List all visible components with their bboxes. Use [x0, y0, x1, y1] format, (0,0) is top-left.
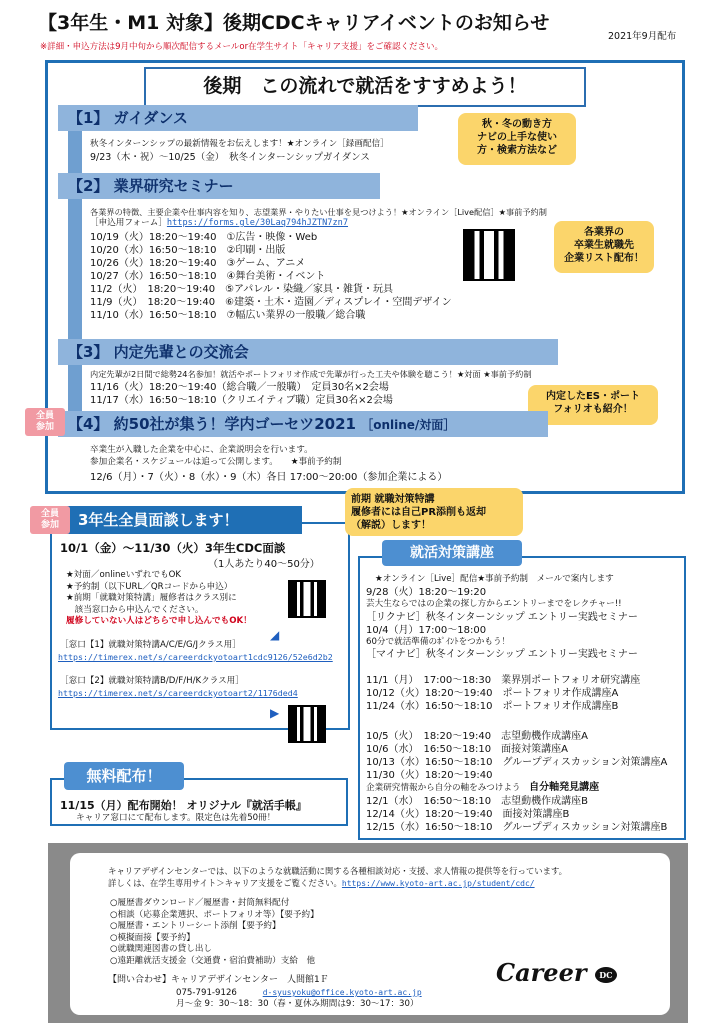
contact-email[interactable]: d-syusyoku@office.kyoto-art.ac.jp	[262, 988, 422, 997]
contact-hours: 月〜金 9：30〜18：30（春・夏休み期間は9：30〜17：30）	[176, 999, 419, 1009]
schedule-row: 10/19（火）18:20〜19:40 ①広告・映像・Web	[90, 232, 318, 243]
callout-line: 履修者には自己PR添削も返却	[351, 507, 487, 518]
section2-callout	[554, 221, 654, 273]
section4-heading	[58, 411, 548, 437]
section3-heading: 【3】 内定先輩との交流会	[58, 339, 558, 365]
course-interview-block	[366, 730, 667, 834]
section1-callout	[458, 113, 576, 165]
service-item: ○就職関連図書の貸し出し	[110, 944, 213, 954]
page-title: 【3年生・M1 対象】後期CDCキャリアイベントのお知らせ	[38, 12, 550, 34]
form-link[interactable]: https://forms.gle/30Laq794hJZTN7zn7	[166, 218, 349, 228]
footer-link[interactable]: https://www.kyoto-art.ac.jp/student/cdc/	[341, 879, 535, 888]
course-row: 11/1（月） 17:00〜18:30 業界別ポートフォリオ研究講座	[366, 675, 641, 686]
issue-date: 2021年9月配布	[608, 31, 677, 42]
note-bold: 自分軸発見講座	[529, 782, 600, 793]
flow-box	[45, 60, 685, 494]
section4-title: 【4】 約50社が集う！学内ゴーセツ2021	[68, 415, 356, 433]
interview-callout	[345, 488, 523, 536]
qr-code-seminar[interactable]	[463, 229, 515, 281]
course-heading: 就活対策講座	[382, 540, 522, 566]
note-line: ★予約制（以下URL／QRコードから申込）	[66, 581, 233, 592]
interview-badge	[30, 506, 70, 534]
schedule-row: 10/27（水）16:50〜18:10 ④舞台美術・イベント	[90, 271, 326, 282]
logo-mark: DC	[595, 967, 617, 983]
career-logo	[496, 958, 617, 987]
course-row: 12/15（水）16:50〜18:10 グループディスカッション対策講座B	[366, 821, 668, 833]
callout-line: 前期 就職対策特講	[351, 494, 435, 505]
course-row: 10/12（火）18:20〜19:40 ポートフォリオ作成講座A	[366, 688, 619, 699]
schedule-row: 11/9（火） 18:20〜19:40 ⑥建築・土木・造園／ディスプレイ・空間デザイン	[90, 297, 452, 308]
service-item: ○相談（応募企業選択、ポートフォリオ等）【要予約】	[110, 909, 319, 920]
course-intro: ★オンライン［Live］配信★事前予約制 メールで案内します	[375, 574, 614, 584]
callout-line: 企業リスト配布！	[564, 253, 644, 264]
interview-heading: 3年生全員面談します！	[56, 506, 302, 534]
course-line: 9/28（火）18:20〜19:20	[366, 587, 487, 598]
course-row: 12/1（水） 16:50〜18:10 志望動機作成講座B	[366, 795, 588, 807]
window1-link[interactable]: https://timerex.net/s/careerdckyotoart1cdc9126/52e6d2b2	[58, 652, 333, 662]
note-line: 該当窓口から申込んでください。	[66, 604, 204, 615]
course-row: 12/14（火）18:20〜19:40 面接対策講座B	[366, 808, 570, 820]
notice-text: ※詳細・申込方法は9月中旬から順次配信するメールor在学生サイト「キャリア支援」をご確認ください。	[40, 42, 443, 52]
course-portfolio-block	[366, 674, 640, 713]
schedule-row: 10/20（水）16:50〜18:10 ②印刷・出版	[90, 245, 286, 256]
footer-intro2	[108, 878, 535, 890]
section3-line1: 内定先輩が2日間で総勢24名参加！就活やポートフォリオ作成で先輩が行った工夫や体験を聴こう！★対面 ★事前予約制	[90, 369, 532, 379]
section2-heading: 【2】 業界研究セミナー	[58, 173, 380, 199]
course-line: 10/4（月）17:00〜18:00	[366, 624, 487, 636]
callout-line: 秋・冬の動き方	[482, 119, 552, 130]
service-item: ○模擬面接【要予約】	[110, 932, 195, 943]
note-text: 企業研究情報から自分の軸をみつけよう	[366, 783, 521, 793]
section1-line2: 9/23（木・祝）〜10/25（金） 秋冬インターンシップガイダンス	[90, 152, 370, 163]
service-item: ○履歴書ダウンロード／履歴書・封筒無料配付	[110, 898, 290, 908]
callout-line: フォリオも紹介！	[553, 404, 633, 415]
section3-row: 11/17（水）16:50〜18:10（クリエイティブ職）定員30名×2会場	[90, 395, 393, 406]
course-row: 11/30（火）18:20〜19:40	[366, 770, 493, 781]
section4-line3: 12/6（月）・7（火）・8（水）・9（木）各日 17:00〜20:00（参加企業による）	[90, 472, 448, 483]
section3-row: 11/16（火）18:20〜19:40（総合職／一般職） 定員30名×2会場	[90, 382, 389, 393]
schedule-row: 11/10（水）16:50〜18:10 ⑦幅広い業界の一般職／総合職	[90, 310, 366, 321]
window1-label: ［窓口【1】就職対策特講A/C/E/G/Jクラス用］	[60, 640, 241, 650]
qr-code-window1[interactable]	[288, 580, 326, 618]
flow-arrow	[68, 127, 82, 427]
callout-line: 方・検索方法など	[477, 145, 557, 156]
section4-tag: ［online/対面］	[361, 418, 456, 432]
badge-line: 参加	[40, 520, 59, 530]
course-line: ［マイナビ］秋冬インターンシップ エントリー実践セミナー	[366, 649, 638, 660]
note-line: ★対面／onlineいずれでもOK	[66, 570, 182, 580]
warning-line: 履修していない人はどちらで申し込んでもOK！	[66, 616, 252, 626]
course-line: 60分で就活準備のﾎﾟｲﾝﾄをつかもう！	[366, 636, 511, 647]
course-row: 10/5（火） 18:20〜19:40 志望動機作成講座A	[366, 731, 588, 742]
callout-line: 内定したES・ポート	[545, 391, 641, 402]
arrow-icon: ▶	[270, 706, 280, 720]
section2-schedule	[90, 231, 452, 322]
section1-line1: 秋冬インターンシップの最新情報をお伝えします！★オンライン［録画配信］	[90, 139, 389, 149]
qr-code-window2[interactable]	[288, 705, 326, 743]
flow-title: 後期 この流れで就活をすすめよう！	[203, 75, 527, 97]
contact-label: 【問い合わせ】キャリアデザインセンター 人間館1Ｆ	[108, 975, 329, 985]
intro2-text: 詳しくは、在学生専用サイト＞キャリア支援をご覧ください。	[108, 878, 342, 888]
callout-line: ナビの上手な使い	[477, 132, 557, 143]
arrow-icon: ◢	[270, 628, 280, 642]
section4-line1: 卒業生が入職した企業を中心に、企業説明会を行います。	[90, 445, 313, 455]
course-axis-note	[366, 782, 667, 795]
interview-duration: （1人あたり40〜50分）	[208, 559, 320, 570]
callout-line: 各業界の	[584, 227, 624, 238]
section2-line1: 各業界の特徴、主要企業や仕事内容を知り、志望業界・やりたい仕事を見つけよう！★オンライン［Live配信］★事前予約制	[90, 207, 547, 217]
free-main: 11/15（月）配布開始！ オリジナル『就活手帳』	[60, 799, 307, 812]
interview-period: 10/1（金）〜11/30（火）3年生CDC面談	[60, 541, 286, 555]
section2-form	[90, 218, 348, 230]
footer-intro1: キャリアデザインセンターでは、以下のような就職活動に関する各種相談対応・支援、求人情報の提供等を行っています。	[108, 866, 568, 876]
section4-line2: 参加企業名・スケジュールは追って公開します。 ★事前予約制	[90, 457, 342, 467]
callout-line: （解説）します！	[351, 520, 431, 531]
badge-line: 参加	[35, 422, 54, 432]
free-heading: 無料配布！	[64, 762, 184, 790]
callout-line: 卒業生就職先	[574, 240, 634, 251]
schedule-row: 10/26（火）18:20〜19:40 ③ゲーム、アニメ	[90, 258, 306, 269]
window2-label: ［窓口【2】就職対策特講B/D/F/H/Kクラス用］	[60, 676, 244, 686]
note-line: ★前期「就職対策特講」履修者はクラス別に	[66, 593, 237, 603]
course-nav-block	[366, 586, 638, 661]
interview-notes	[66, 570, 252, 628]
badge-line: 全員	[40, 509, 59, 519]
logo-text: Career	[496, 958, 587, 987]
footer-services	[110, 898, 319, 967]
all-attend-badge	[25, 408, 65, 436]
service-item: ○遠距離就活支援金（交通費・宿泊費補助）支給 他	[110, 955, 316, 966]
window2-link[interactable]: https://timerex.net/s/careerdckyotoart2/1176ded4	[58, 688, 298, 698]
contact-line	[176, 987, 422, 1000]
schedule-row: 11/2（火） 18:20〜19:40 ⑤アパレル・染織／家具・雑貨・玩具	[90, 284, 394, 295]
service-item: ○履歴書・エントリーシート添削【要予約】	[110, 921, 281, 931]
form-label: ［申込用フォーム］	[90, 218, 167, 228]
course-line: 芸大生ならではの企業の探し方からエントリーまでをレクチャー!!	[366, 599, 622, 609]
contact-phone: 075-791-9126	[176, 988, 237, 998]
course-line: ［リクナビ］秋冬インターンシップ エントリー実践セミナー	[366, 611, 638, 623]
course-row: 10/6（水） 16:50〜18:10 面接対策講座A	[366, 744, 568, 755]
section1-heading: 【1】 ガイダンス	[58, 105, 418, 131]
free-sub: キャリア窓口にて配布します。限定色は先着50冊！	[76, 813, 276, 823]
course-row: 11/24（水）16:50〜18:10 ポートフォリオ作成講座B	[366, 701, 619, 712]
course-row: 10/13（水）16:50〜18:10 グループディスカッション対策講座A	[366, 757, 668, 768]
badge-line: 全員	[35, 411, 54, 421]
